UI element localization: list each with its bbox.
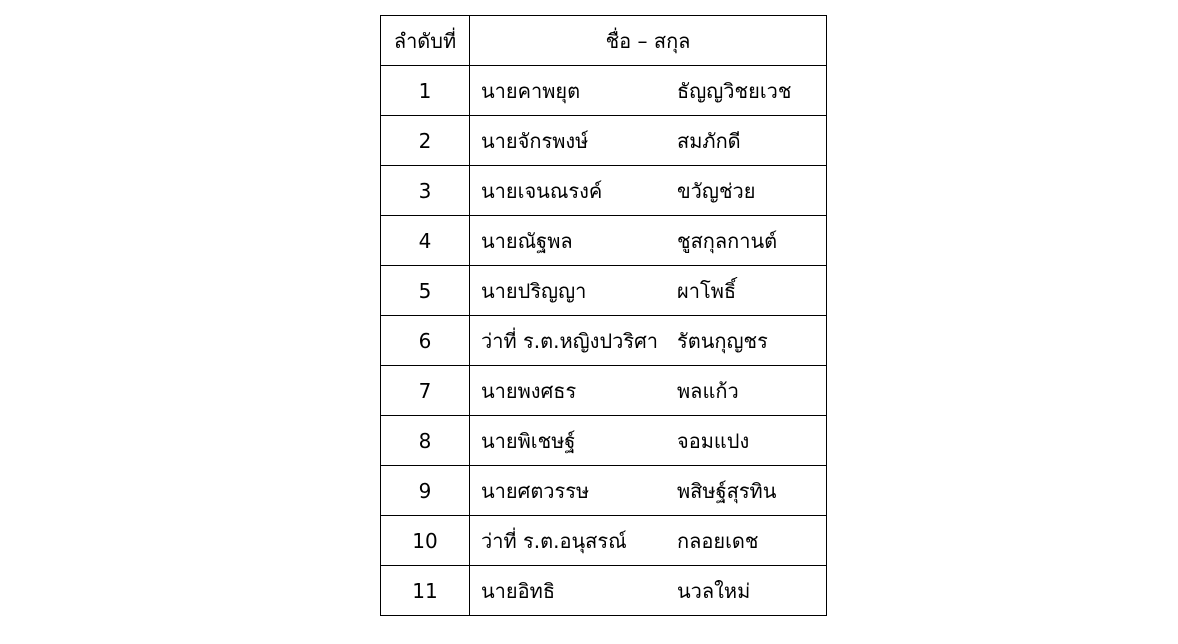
- surname: ขวัญช่วย: [677, 178, 756, 203]
- given-name: นายศตวรรษ: [481, 478, 590, 503]
- row-number: 7: [381, 366, 470, 415]
- row-name-cell: [470, 116, 827, 165]
- table-header-row: [381, 16, 827, 66]
- surname: พลแก้ว: [677, 378, 739, 403]
- table-row: [381, 366, 827, 416]
- given-name: นายคาพยุต: [481, 78, 581, 103]
- row-number: 11: [381, 566, 470, 615]
- table-row: [381, 116, 827, 166]
- row-name-cell: [470, 566, 827, 615]
- given-name: นายเจนณรงค์: [481, 178, 603, 203]
- table-row: [381, 566, 827, 616]
- surname: นวลใหม่: [677, 578, 751, 603]
- table-row: [381, 466, 827, 516]
- row-number: 4: [381, 216, 470, 265]
- row-name-cell: [470, 166, 827, 215]
- given-name: นายปริญญา: [481, 278, 587, 303]
- row-number: 1: [381, 66, 470, 115]
- row-name-cell: [470, 516, 827, 565]
- header-number: ลำดับที่: [381, 16, 470, 65]
- given-name: ว่าที่ ร.ต.หญิงปวริศา: [481, 328, 659, 353]
- given-name: ว่าที่ ร.ต.อนุสรณ์: [481, 528, 627, 553]
- surname: จอมแปง: [677, 428, 750, 453]
- surname: กลอยเดช: [677, 528, 759, 553]
- surname: ธัญญวิชยเวช: [677, 78, 792, 103]
- row-number: 6: [381, 316, 470, 365]
- surname: ผาโพธิ์: [677, 278, 737, 303]
- surname: พสิษฐ์สุรทิน: [677, 478, 777, 503]
- row-name-cell: [470, 416, 827, 465]
- row-name-cell: [470, 466, 827, 515]
- table-body: [381, 66, 827, 616]
- row-name-cell: [470, 366, 827, 415]
- row-number: 2: [381, 116, 470, 165]
- surname: สมภักดี: [677, 128, 741, 153]
- header-name: ชื่อ – สกุล: [470, 16, 827, 65]
- row-name-cell: [470, 216, 827, 265]
- table-row: [381, 266, 827, 316]
- row-name-cell: [470, 266, 827, 315]
- surname: รัตนกุญชร: [677, 328, 768, 353]
- table-row: [381, 516, 827, 566]
- surname: ชูสกุลกานต์: [677, 228, 778, 253]
- given-name: นายณัฐพล: [481, 228, 573, 253]
- given-name: นายอิทธิ: [481, 578, 556, 603]
- given-name: นายพิเชษฐ์: [481, 428, 576, 453]
- table-row: [381, 66, 827, 116]
- row-number: 5: [381, 266, 470, 315]
- row-number: 10: [381, 516, 470, 565]
- row-number: 9: [381, 466, 470, 515]
- given-name: นายจักรพงษ์: [481, 128, 589, 153]
- row-name-cell: [470, 66, 827, 115]
- table-row: [381, 216, 827, 266]
- row-number: 8: [381, 416, 470, 465]
- table-row: [381, 416, 827, 466]
- table-row: [381, 316, 827, 366]
- table-row: [381, 166, 827, 216]
- names-table: [380, 15, 827, 616]
- row-number: 3: [381, 166, 470, 215]
- given-name: นายพงศธร: [481, 378, 577, 403]
- row-name-cell: [470, 316, 827, 365]
